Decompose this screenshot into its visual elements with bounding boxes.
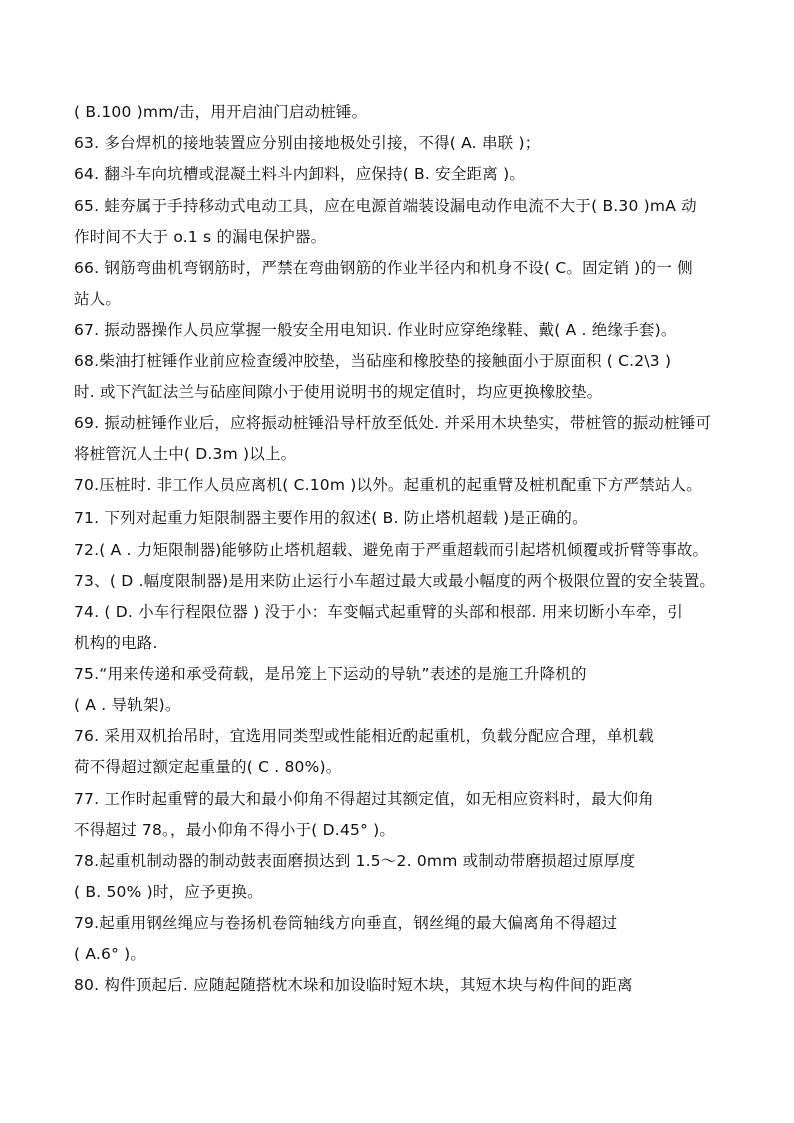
text-line: 76. 采用双机抬吊时，宜选用同类型或性能相近酌起重机，负载分配应合理，单机载 (74, 727, 654, 745)
text-line: 72.( A . 力矩限制器)能够防止塔机超载、避免南于严重超载而引起塔机倾覆或折臂等事故。 (74, 541, 709, 559)
text-line: 79.起重用钢丝绳应与卷扬机卷筒轴线方向垂直，钢丝绳的最大偏离角不得超过 (74, 914, 618, 932)
text-line: 71. 下列对起重力矩限制器主要作用的叙述( B. 防止塔机超载 )是正确的。 (74, 509, 588, 527)
text-line: 78.起重机制动器的制动鼓表面磨损达到 1.5～2. 0mm 或制动带磨损超过原厚度 (74, 852, 636, 870)
text-line: 73、( D .幅度限制器)是用来防止运行小车超过最大或最小幅度的两个极限位置的安全装置。 (74, 572, 716, 590)
text-line: ( A.6° )。 (74, 945, 147, 963)
text-line: 74. ( D. 小车行程限位器 ) 没于小：车变幅式起重臂的头部和根部. 用来切断小车牵，引 (74, 603, 683, 621)
text-line: 80. 构件顶起后. 应随起随搭枕木垛和加设临时短木块，其短木块与构件间的距离 (74, 976, 633, 994)
text-line: 68.柴油打桩锤作业前应检查缓冲胶垫，当砧座和橡胶垫的接触面小于原面积 ( C.2\3 ) (74, 352, 672, 370)
text-line: 69. 振动桩锤作业后，应将振动桩锤沿导杆放至低处. 并采用木块垫实，带桩管的振动桩锤可 (74, 414, 712, 432)
text-line: 63. 多台焊机的接地装置应分别由接地极处引接，不得( A. 串联 )； (74, 134, 541, 152)
text-line: 时. 或下汽缸法兰与砧座间隙小于使用说明书的规定值时，均应更换橡胶垫。 (74, 383, 603, 401)
text-line: 将桩管沉人土中( D.3m )以上。 (74, 445, 297, 463)
text-line: 77. 工作时起重臂的最大和最小仰角不得超过其额定值，如无相应资料时，最大仰角 (74, 790, 654, 808)
text-line: 机构的电路. (74, 634, 158, 652)
text-line: 站人。 (74, 290, 122, 308)
text-line: ( A . 导轨架)。 (74, 696, 181, 714)
text-line: ( B.100 )mm/击，用开启油门启动桩锤。 (74, 103, 368, 121)
text-line: 荷不得超过额定起重量的( C . 80%)。 (74, 758, 342, 776)
text-line: 75.“用来传递和承受荷载，是吊笼上下运动的导轨”表述的是施工升降机的 (74, 665, 587, 683)
text-line: 65. 蛙夯属于手持移动式电动工具，应在电源首端装设漏电动作电流不大于( B.30 )mA 动 (74, 197, 697, 215)
text-line: 70.压桩时. 非工作人员应离机( C.10m )以外。起重机的起重臂及桩机配重下方严禁站人。 (74, 476, 702, 494)
text-line: 66. 钢筋弯曲机弯钢筋时，严禁在弯曲钢筋的作业半径内和机身不设( C。固定销 )的一 侧 (74, 259, 693, 277)
text-line: 作时间不大于 o.1 s 的漏电保护器。 (74, 228, 327, 246)
text-line: 67. 振动器操作人员应掌握一般安全用电知识. 作业时应穿绝缘鞋、戴( A . 绝缘手套)。 (74, 321, 677, 339)
text-line: 不得超过 78。，最小仰角不得小于( D.45° )。 (74, 821, 396, 839)
text-line: ( B. 50% )时，应予更换。 (74, 883, 263, 901)
text-line: 64. 翻斗车向坑槽或混凝土料斗内卸料，应保持( B. 安全距离 )。 (74, 165, 526, 183)
